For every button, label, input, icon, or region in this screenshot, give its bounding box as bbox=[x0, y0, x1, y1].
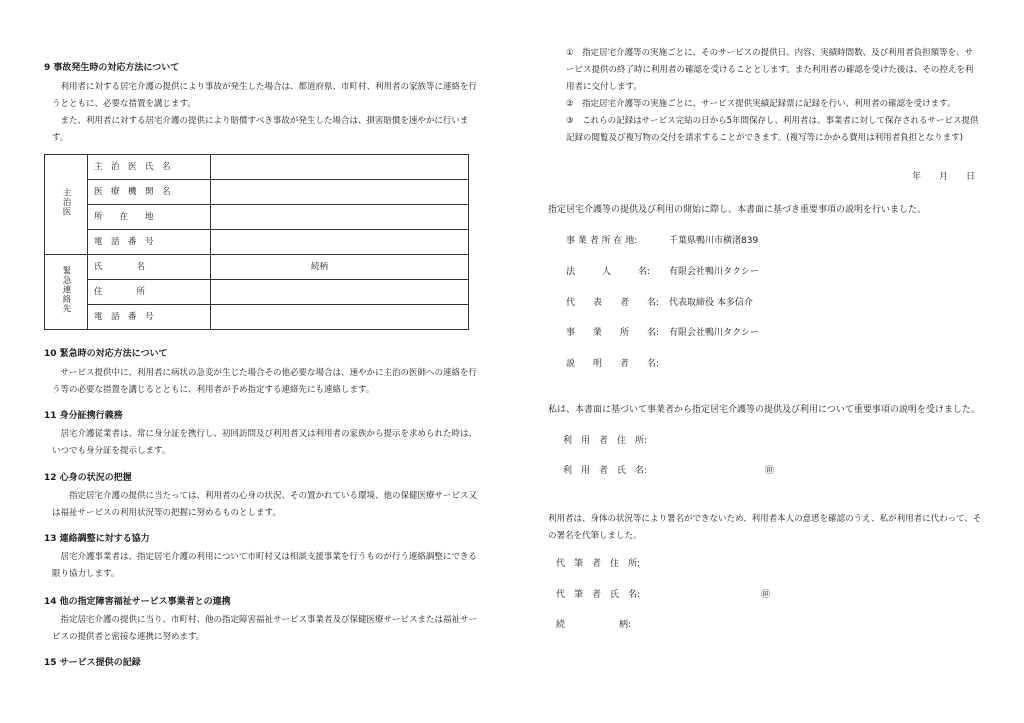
row-label: 住 所 bbox=[88, 280, 211, 305]
table-cell bbox=[211, 180, 469, 205]
row-label: 所 在 地 bbox=[88, 205, 211, 230]
section-14-paragraph: 指定居宅介護の提供に当り、市町村、他の指定障害福祉サービス事業者及び保健医療サービスまたは福祉サービスの提供者と密接な連携に努めます。 bbox=[52, 615, 478, 642]
proxy-statement: 利用者は、身体の状況等により署名ができないため、利用者本人の意思を確認のうえ、私が利用者に代わって、その署名を代筆しました。 bbox=[548, 514, 982, 541]
representative-label: 代 表 者 名: bbox=[566, 298, 660, 308]
record-item-3: ③ これらの記録はサービス完結の日から5年間保存し、利用者は、事業者に対して保存されるサービス提供記録の閲覧及び複写物の交付を請求することができます。(複写等にかかる費用は利用者負担となります) bbox=[566, 116, 979, 143]
corporation-name-value: 有限会社鴨川タクシー bbox=[669, 267, 760, 277]
section-13-heading: 13 連絡調整に対する協力 bbox=[44, 534, 150, 544]
section-11-heading: 11 身分証携行義務 bbox=[44, 411, 123, 421]
user-address-label: 利 用 者 住 所: bbox=[563, 436, 648, 446]
section-13-paragraph: 居宅介護事業者は、指定居宅介護の利用について市町村又は相談支援事業を行うものが行う連絡調整にできる限り協力します。 bbox=[52, 552, 477, 579]
table-row bbox=[45, 155, 469, 180]
group-label-physician: 主治医 bbox=[45, 155, 88, 255]
date-line: 年 月 日 bbox=[912, 172, 976, 182]
table-cell bbox=[211, 155, 469, 180]
user-statement: 私は、本書面に基づいて事業者から指定居宅介護等の提供及び利用について重要事項の説明を受けました。 bbox=[548, 405, 980, 415]
table-row bbox=[45, 180, 469, 205]
corporation-name-label: 法 人 名: bbox=[566, 267, 651, 277]
table-cell bbox=[211, 280, 469, 305]
explainer-name-label: 説 明 者 名: bbox=[566, 359, 660, 369]
section-12-paragraph: 指定居宅介護の提供に当たっては、利用者の心身の状況、その置かれている環境、他の保健医療サービス又は福祉サービスの利用状況等の把握に努めるものとします。 bbox=[52, 491, 478, 518]
table-row bbox=[45, 280, 469, 305]
record-item-1: ① 指定居宅介護等の実施ごとに、そのサービスの提供日、内容、実績時間数、及び利用者負担額等を、サービス提供の終了時に利用者の確認を受けることとします。また利用者の確認を受けた後は、その控えを利用者に交付します。 bbox=[566, 48, 974, 92]
explanation-statement: 指定居宅介護等の提供及び利用の開始に際し、本書面に基づき重要事項の説明を行いました。 bbox=[548, 205, 927, 215]
section-15-heading: 15 サービス提供の記録 bbox=[44, 658, 141, 668]
office-name-value: 有限会社鴨川タクシー bbox=[669, 328, 760, 338]
relation-label: 続柄 bbox=[211, 255, 469, 280]
table-row bbox=[45, 205, 469, 230]
section-9-heading: 9 事故発生時の対応方法について bbox=[44, 63, 180, 73]
section-12-heading: 12 心身の状況の把握 bbox=[44, 473, 132, 483]
office-name-label: 事 業 所 名: bbox=[566, 328, 660, 338]
section-10-paragraph: サービス提供中に、利用者に病状の急変が生じた場合その他必要な場合は、速やかに主治の医師への連絡を行う等の必要な措置を講じるとともに、利用者が予め指定する連絡先にも連絡します。 bbox=[52, 368, 478, 395]
group-label-emergency: 緊急連絡先 bbox=[45, 255, 88, 330]
table-row bbox=[45, 305, 469, 330]
table-row bbox=[45, 255, 469, 280]
section-10-heading: 10 緊急時の対応方法について bbox=[44, 349, 168, 359]
row-label: 電 話 番 号 bbox=[88, 230, 211, 255]
row-label: 医 療 機 関 名 bbox=[88, 180, 211, 205]
user-seal-mark: ㊞ bbox=[765, 466, 775, 476]
business-address-value: 千葉県鴨川市横渚839 bbox=[669, 236, 759, 246]
row-label: 氏 名 bbox=[88, 255, 211, 280]
representative-value: 代表取締役 本多信介 bbox=[669, 298, 753, 308]
section-9-paragraph-2: また、利用者に対する居宅介護の提供により賠償すべき事故が発生した場合は、損害賠償を速やかに行います。 bbox=[52, 116, 469, 143]
row-label: 電 話 番 号 bbox=[88, 305, 211, 330]
table-cell bbox=[211, 230, 469, 255]
user-name-label: 利 用 者 氏 名: bbox=[563, 466, 648, 476]
section-11-paragraph: 居宅介護従業者は、常に身分証を携行し、初回訪問及び利用者又は利用者の家族から提示を求められた時は、いつでも身分証を提示します。 bbox=[52, 429, 478, 456]
record-item-2: ② 指定居宅介護等の実施ごとに、サービス提供実績記録票に記録を行い、利用者の確認を受けます。 bbox=[566, 99, 956, 109]
contact-table bbox=[44, 154, 469, 330]
proxy-relation-label: 続 柄: bbox=[556, 620, 632, 630]
proxy-seal-mark: ㊞ bbox=[761, 590, 771, 600]
table-row bbox=[45, 230, 469, 255]
table-cell bbox=[211, 205, 469, 230]
section-14-heading: 14 他の指定障害福祉サービス事業者との連携 bbox=[44, 597, 231, 607]
section-9-paragraph-1: 利用者に対する居宅介護の提供により事故が発生した場合は、都道府県、市町村、利用者の家族等に連絡を行うとともに、必要な措置を講じます。 bbox=[52, 82, 478, 109]
proxy-address-label: 代 筆 者 住 所: bbox=[556, 559, 641, 569]
table-cell bbox=[211, 305, 469, 330]
business-address-label: 事 業 者 所 在 地: bbox=[566, 236, 638, 246]
row-label: 主 治 医 氏 名 bbox=[88, 155, 211, 180]
proxy-name-label: 代 筆 者 氏 名: bbox=[556, 590, 641, 600]
